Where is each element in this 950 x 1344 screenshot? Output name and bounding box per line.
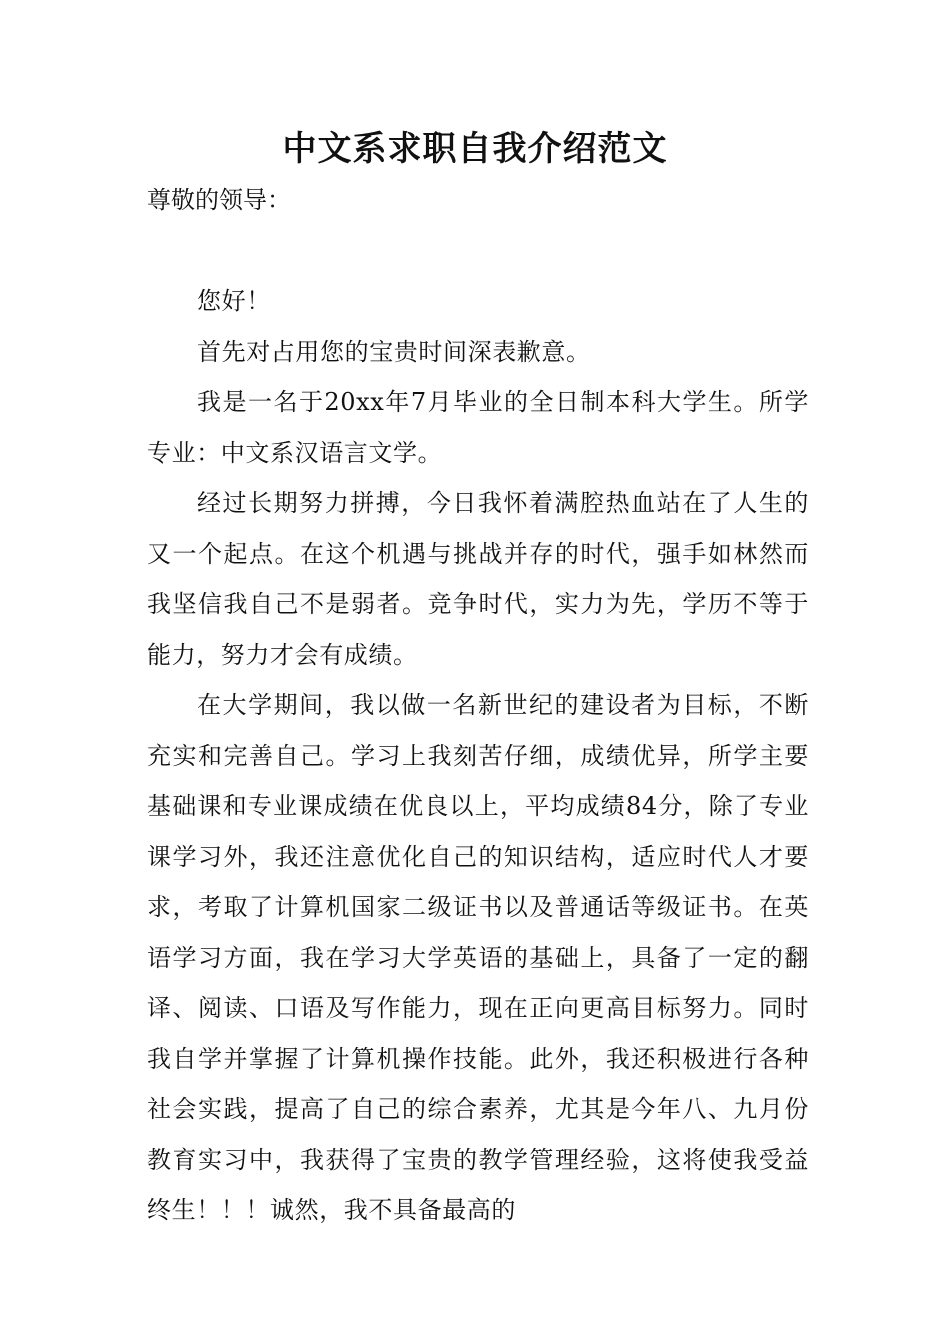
document-title: 中文系求职自我介绍范文 xyxy=(282,129,668,169)
paragraph-introduction: 我是一名于20xx年7月毕业的全日制本科大学生。所学专业：中文系汉语言文学。 xyxy=(147,388,809,467)
salutation: 尊敬的领导： xyxy=(147,186,291,214)
paragraph-apology: 首先对占用您的宝贵时间深表歉意。 xyxy=(197,337,591,366)
paragraph-motivation: 经过长期努力拼搏，今日我怀着满腔热血站在了人生的又一个起点。在这个机遇与挑战并存的时代，强手如林然而我坚信我自己不是弱者。竞争时代，实力为先，学历不等于能力，努力才会有成绩。 xyxy=(147,489,809,669)
paragraph-greeting: 您好！ xyxy=(197,287,271,315)
paragraph-university: 在大学期间，我以做一名新世纪的建设者为目标，不断充实和完善自己。学习上我刻苦仔细，成绩优异，所学主要基础课和专业课成绩在优良以上，平均成绩84分，除了专业课学习外，我还注意优化自己的知识结构，适应时代人才要求，考取了计算机国家二级证书以及普通话等级证书。在英语学习方面，我在学习大学英语的基础上，具备了一定的翻译、阅读、口语及写作能力，现在正向更高目标努力。同时我自学并掌握了计算机操作技能。此外，我还积极进行各种社会实践，提高了自己的综合素养，尤其是今年八、九月份教育实习中，我获得了宝贵的教学管理经验，这将使我受益终生！！！诚然，我不具备最高的 xyxy=(147,691,809,1224)
document-body xyxy=(147,276,809,1236)
